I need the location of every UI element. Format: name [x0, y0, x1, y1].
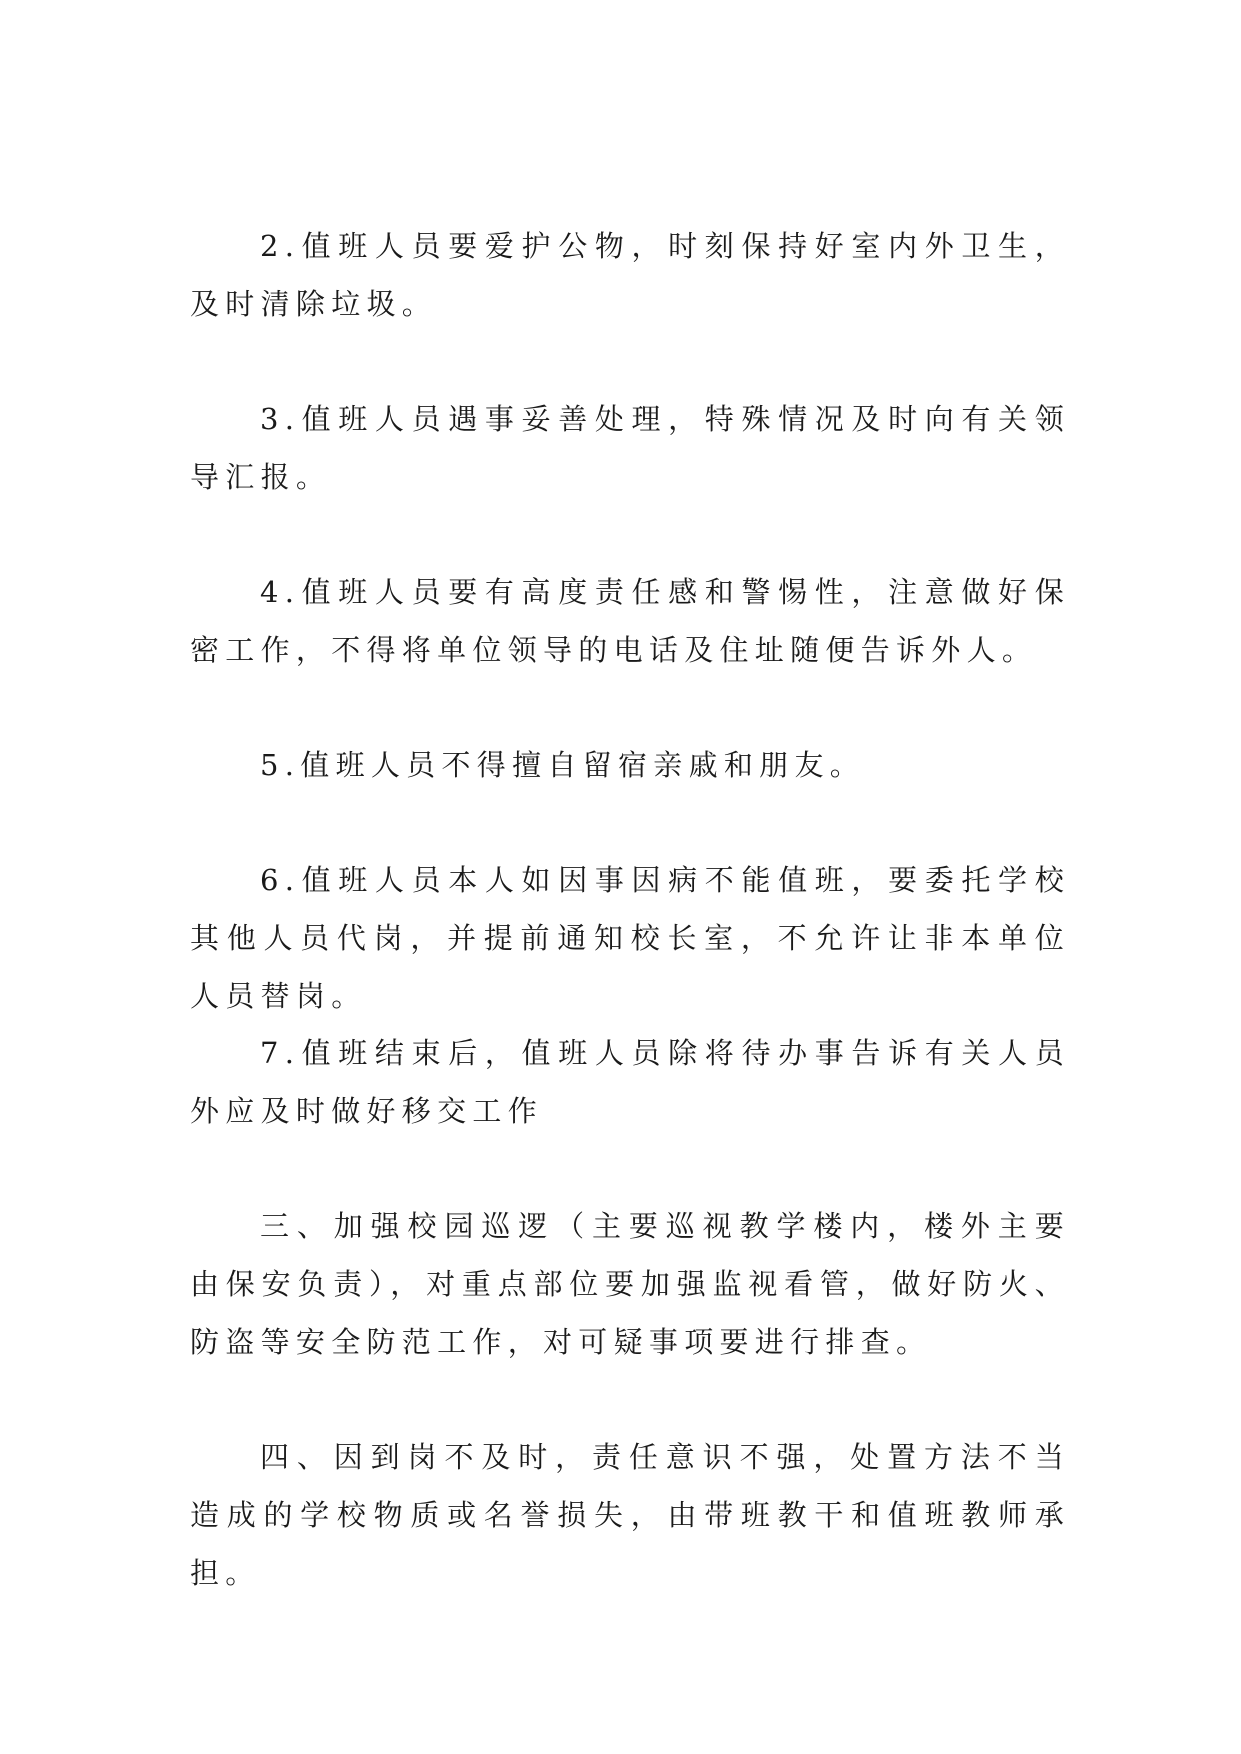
paragraph-item-4-confidentiality: 4.值班人员要有高度责任感和警惕性，注意做好保密工作，不得将单位领导的电话及住址随便告诉外人。: [190, 575, 1070, 667]
paragraph-section-3-patrol: 三、加强校园巡逻（主要巡视教学楼内，楼外主要由保安负责），对重点部位要加强监视看管，做好防火、防盗等安全防范工作，对可疑事项要进行排查。: [190, 1209, 1070, 1359]
paragraph-item-2-public-property: 2.值班人员要爱护公物，时刻保持好室内外卫生，及时清除垃圾。: [190, 229, 1070, 321]
paragraph-item-7-handover: 7.值班结束后，值班人员除将待办事告诉有关人员外应及时做好移交工作: [190, 1036, 1070, 1128]
paragraph-item-5-no-guests: 5.值班人员不得擅自留宿亲戚和朋友。: [260, 748, 866, 782]
paragraph-section-4-liability: 四、因到岗不及时，责任意识不强，处置方法不当造成的学校物质或名誉损失，由带班教干和值班教师承担。: [190, 1440, 1070, 1590]
paragraph-item-6-substitute: 6.值班人员本人如因事因病不能值班，要委托学校其他人员代岗，并提前通知校长室，不允许让非本单位人员替岗。: [190, 863, 1070, 1013]
paragraph-item-3-handle-matters: 3.值班人员遇事妥善处理，特殊情况及时向有关领导汇报。: [190, 402, 1070, 494]
